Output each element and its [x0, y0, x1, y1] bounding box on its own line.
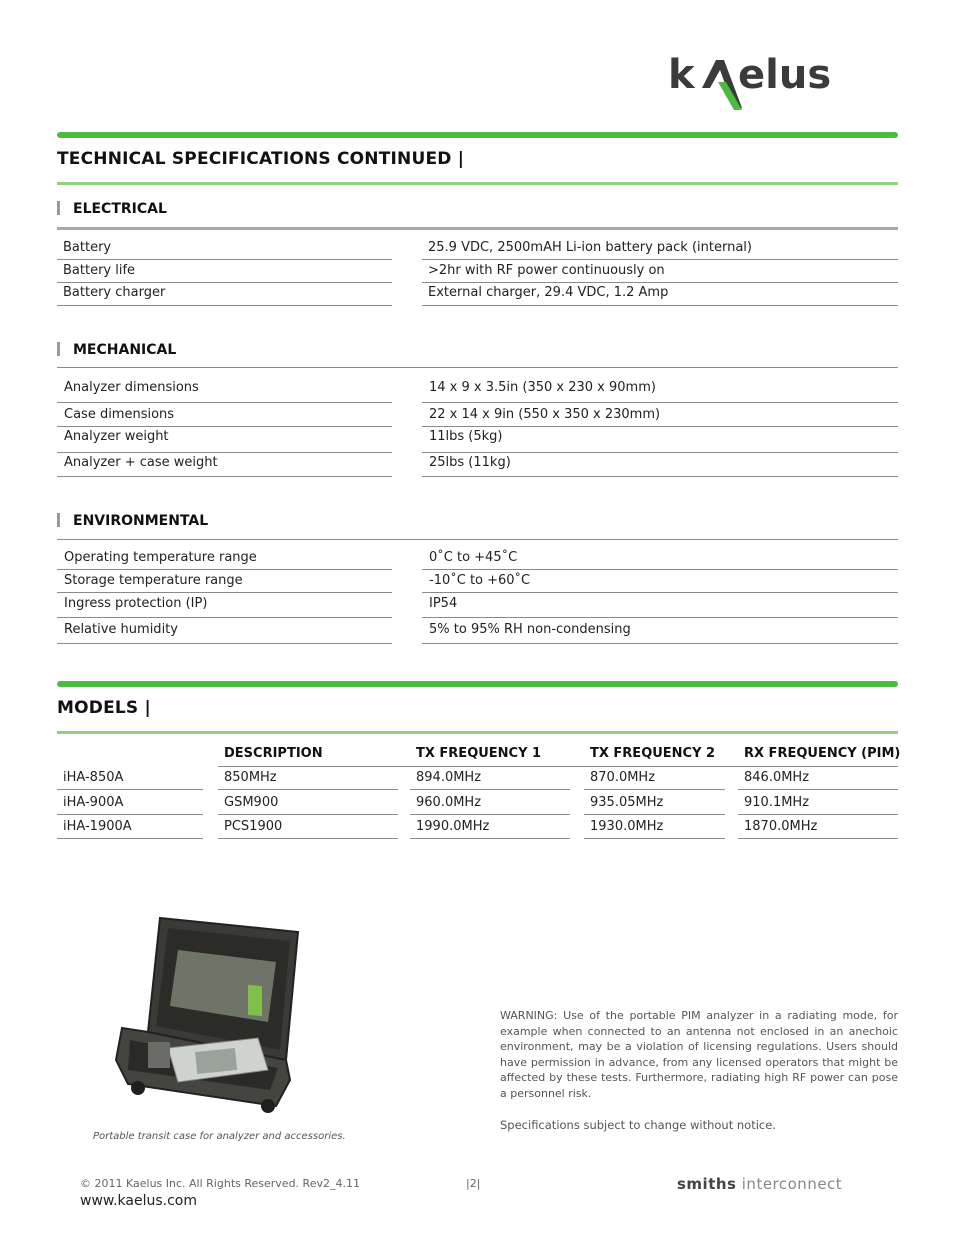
model-cell: iHA-850A [57, 768, 203, 790]
spec-value: 25.9 VDC, 2500mAH Li-ion battery pack (internal) [422, 240, 898, 260]
model-cell: 894.0MHz [410, 768, 570, 790]
spec-value: External charger, 29.4 VDC, 1.2 Amp [422, 285, 898, 306]
model-cell: 1990.0MHz [410, 817, 570, 839]
page-number: |2| [466, 1177, 481, 1190]
models-header-rx: RX FREQUENCY (PIM) [744, 746, 901, 761]
models-header-tx2: TX FREQUENCY 2 [590, 746, 716, 761]
smiths-interconnect-logo [677, 1175, 842, 1193]
svg-text:k: k [668, 52, 695, 98]
spec-label: Analyzer weight [57, 429, 392, 453]
spec-label: Battery charger [57, 285, 392, 306]
section-underline [57, 731, 898, 734]
model-cell: PCS1900 [218, 817, 398, 839]
spec-label: Storage temperature range [57, 573, 392, 593]
svg-text:elus: elus [738, 52, 832, 98]
model-cell: 1930.0MHz [584, 817, 725, 839]
model-cell: 1870.0MHz [738, 817, 898, 839]
section-divider [57, 681, 898, 687]
transit-case-image [108, 910, 308, 1118]
model-cell: iHA-900A [57, 793, 203, 815]
image-caption: Portable transit case for analyzer and accessories. [93, 1131, 346, 1142]
section-divider [57, 132, 898, 138]
model-cell: 846.0MHz [738, 768, 898, 790]
model-cell: 870.0MHz [584, 768, 725, 790]
kaelus-logo [668, 52, 858, 112]
spec-value: -10˚C to +60˚C [422, 573, 898, 593]
spec-label: Battery life [57, 263, 392, 283]
partner-suffix: interconnect [741, 1175, 843, 1193]
spec-change-note: Specifications subject to change without notice. [500, 1118, 776, 1132]
models-header-rule [218, 766, 898, 767]
spec-label: Operating temperature range [57, 550, 392, 570]
model-cell: iHA-1900A [57, 817, 203, 839]
model-cell: 960.0MHz [410, 793, 570, 815]
spec-label: Analyzer dimensions [57, 380, 392, 403]
section-title: TECHNICAL SPECIFICATIONS CONTINUED | [57, 149, 465, 169]
spec-value: >2hr with RF power continuously on [422, 263, 898, 283]
website-link[interactable]: www.kaelus.com [80, 1193, 197, 1209]
copyright: © 2011 Kaelus Inc. All Rights Reserved. Rev2_4.11 [80, 1177, 360, 1190]
electrical-rule [57, 227, 898, 230]
spec-label: Case dimensions [57, 407, 392, 427]
spec-label: Relative humidity [57, 622, 392, 644]
spec-value: 25lbs (11kg) [422, 455, 898, 477]
model-cell: 910.1MHz [738, 793, 898, 815]
partner-name: smiths [677, 1175, 737, 1193]
models-header-tx1: TX FREQUENCY 1 [416, 746, 542, 761]
models-title: MODELS | [57, 698, 151, 718]
model-cell: 850MHz [218, 768, 398, 790]
spec-label: Ingress protection (IP) [57, 596, 392, 618]
spec-value: 0˚C to +45˚C [422, 550, 898, 570]
warning-text: WARNING: Use of the portable PIM analyzer in a radiating mode, for example when connected to an antenna not enclosed in an anechoic environment, may be a violation of licensing regulations. Users should have permission in advance, from any licensed operators that might be affected by these tests. Furthermore, radiating high RF power can pose a personnel risk. [500, 1009, 898, 1100]
electrical-heading: ELECTRICAL [57, 201, 167, 217]
model-cell: 935.05MHz [584, 793, 725, 815]
mechanical-rule [57, 367, 898, 368]
model-cell: GSM900 [218, 793, 398, 815]
spec-value: 22 x 14 x 9in (550 x 350 x 230mm) [422, 407, 898, 427]
spec-value: 11lbs (5kg) [422, 429, 898, 453]
spec-label: Battery [57, 240, 392, 260]
spec-value: IP54 [422, 596, 898, 618]
environmental-rule [57, 539, 898, 540]
environmental-heading: ENVIRONMENTAL [57, 513, 208, 529]
models-header-description: DESCRIPTION [224, 746, 323, 761]
mechanical-heading: MECHANICAL [57, 342, 176, 358]
spec-label: Analyzer + case weight [57, 455, 392, 477]
spec-value: 14 x 9 x 3.5in (350 x 230 x 90mm) [422, 380, 898, 403]
spec-value: 5% to 95% RH non-condensing [422, 622, 898, 644]
section-underline [57, 182, 898, 185]
